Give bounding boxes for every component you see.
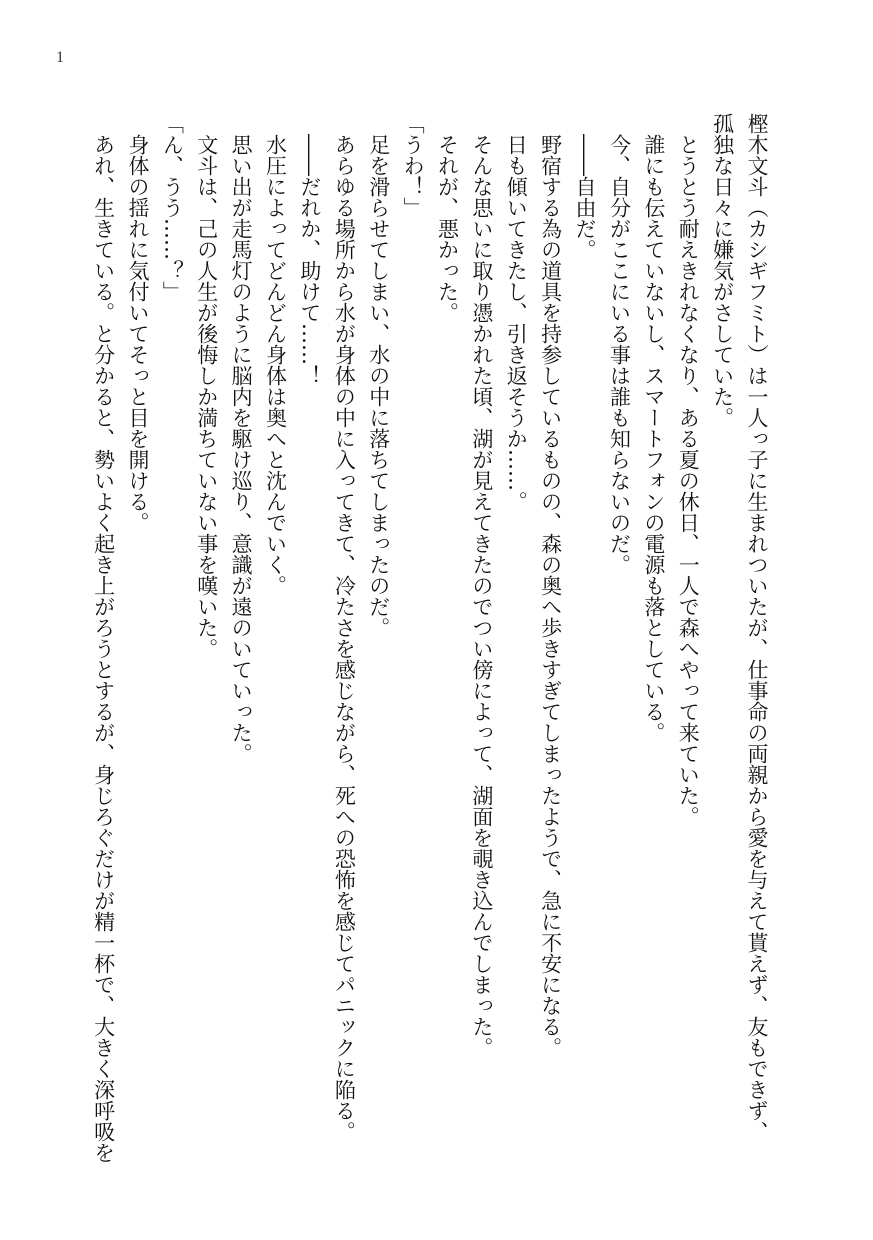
text-line: 水圧によってどんどん身体は奥へと沈んでいく。 [263, 113, 288, 596]
text-line: あれ、生きている。と分かると、勢いよく起き上がろうとするが、身じろぐだけが精一杯で、大きく深呼吸を [91, 113, 116, 1163]
text-line: とうとう耐えきれなくなり、ある夏の休日、一人で森へやって来ていた。 [676, 113, 701, 827]
text-line: 日も傾いてきたし、引き返そうか……。 [504, 113, 529, 512]
text-line: 今、自分がここにいる事は誰も知らないのだ。 [607, 113, 632, 575]
text-line: 「うわ！」 [401, 113, 426, 218]
text-line: 野宿する為の道具を持参しているものの、森の奥へ歩きすぎてしまったようで、急に不安になる。 [538, 113, 563, 1058]
text-line: 誰にも伝えていないし、スマートフォンの電源も落としている。 [641, 113, 666, 743]
text-line: 孤独な日々に嫌気がさしていた。 [710, 113, 735, 428]
text-line: そんな思いに取り憑かれた頃、湖が見えてきたのでつい傍によって、湖面を覗き込んでしまった。 [469, 113, 494, 1058]
text-line: 思い出が走馬灯のように脳内を駆け巡り、意識が遠のいていった。 [229, 113, 254, 764]
text-line: あらゆる場所から水が身体の中に入ってきて、冷たさを感じながら、死への恐怖を感じてパニックに陥る。 [332, 113, 357, 1142]
text-line: 樫木文斗（カシギフミト）は一人っ子に生まれついたが、仕事命の両親から愛を与えて貰えず、友もできず、 [745, 113, 769, 1142]
page-number: 1 [56, 49, 64, 66]
vertical-body-text [84, 113, 774, 1163]
text-line: それが、悪かった。 [435, 113, 460, 323]
text-line: 身体の揺れに気付いてそっと目を開ける。 [125, 113, 150, 533]
text-line: ――だれか、助けて……！ [297, 113, 322, 386]
text-line: ――自由だ。 [573, 113, 598, 260]
text-line: 足を滑らせてしまい、水の中に落ちてしまったのだ。 [366, 113, 391, 638]
text-line: 文斗は、己の人生が後悔しか満ちていない事を嘆いた。 [194, 113, 219, 659]
text-line: 「ん、うう……？」 [160, 113, 185, 302]
